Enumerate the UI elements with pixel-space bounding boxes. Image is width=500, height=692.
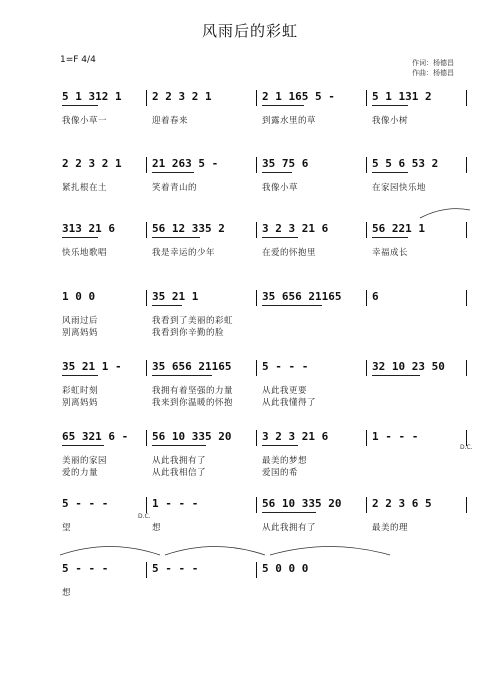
measure-notes: 2 2 3 2 1	[152, 90, 212, 103]
lyric-text: 在家园快乐地	[372, 183, 427, 193]
lyric-text: 紧扎根在土	[62, 183, 108, 193]
measure-notes: 5 1 131 2	[372, 90, 432, 103]
lyric-text: 到露水里的草	[262, 116, 317, 126]
measure-notes: 21 263 5 -	[152, 157, 219, 170]
measure-notes: 35 75 6	[262, 157, 309, 170]
measure-notes: 5 - - -	[62, 562, 109, 575]
measure-notes: 6	[372, 290, 379, 303]
measure-notes: 56 10 335 20	[152, 430, 232, 443]
lyric-text: 望	[62, 523, 72, 533]
measure-notes: 5 - - -	[262, 360, 309, 373]
lyric-text: 笑着青山的	[152, 183, 198, 193]
lyric-text: 在爱的怀抱里	[262, 248, 317, 258]
measure-notes: 35 656 21165	[262, 290, 342, 303]
lyric-text: 我看到了美丽的彩虹	[152, 316, 234, 326]
composer: 作曲：杨德昌	[412, 69, 454, 77]
measure-notes: 1 0 0	[62, 290, 96, 303]
measure-notes: 1 - - -	[372, 430, 419, 443]
measure-notes: 56 221 1	[372, 222, 425, 235]
measure-notes: 5 1 312 1	[62, 90, 122, 103]
lyric-text: 从此我相信了	[152, 468, 207, 478]
measure-notes: 5 - - -	[152, 562, 199, 575]
lyricist: 作词：杨德昌	[412, 59, 454, 67]
lyric-text: 从此我拥有了	[262, 523, 317, 533]
measure-notes: 65 321 6 -	[62, 430, 129, 443]
lyric-text: 我是幸运的少年	[152, 248, 216, 258]
lyric-text: 我像小树	[372, 116, 409, 126]
lyric-text: 想	[62, 588, 72, 598]
lyric-text: 彩虹时刻	[62, 386, 99, 396]
slur-curve	[60, 547, 160, 556]
measure-notes: 3 2 3 21 6	[262, 430, 329, 443]
lyric-text: 我像小草一	[62, 116, 108, 126]
lyric-text: 我看到你辛勤的脸	[152, 328, 225, 338]
measure-notes: 5 - - -	[62, 497, 109, 510]
measure-notes: 1 - - -	[152, 497, 199, 510]
lyric-text: 迎着春来	[152, 116, 189, 126]
measure-notes: 2 1 165 5 -	[262, 90, 335, 103]
measure-notes: 5 5 6 53 2	[372, 157, 439, 170]
measure-notes: 35 21 1 -	[62, 360, 122, 373]
measure-notes: 5 0 0 0	[262, 562, 309, 575]
lyric-text: 我来到你温暖的怀抱	[152, 398, 234, 408]
lyric-text: 最美的梦想	[262, 456, 308, 466]
lyric-text: 从此我懂得了	[262, 398, 317, 408]
key-signature: 1=F 4/4	[60, 55, 96, 65]
measure-notes: 3 2 3 21 6	[262, 222, 329, 235]
lyric-text: 别离妈妈	[62, 328, 99, 338]
lyric-text: 最美的理	[372, 523, 409, 533]
measure-notes: 32 10 23 50	[372, 360, 445, 373]
measure-notes: 35 656 21165	[152, 360, 232, 373]
lyric-text: 从此我拥有了	[152, 456, 207, 466]
slur-curve	[165, 547, 265, 556]
lyric-text: 别离妈妈	[62, 398, 99, 408]
slur-curve	[420, 209, 470, 218]
lyric-text: 风雨过后	[62, 316, 99, 326]
dc-mark: D.C.	[460, 444, 473, 451]
measure-notes: 313 21 6	[62, 222, 115, 235]
lyric-text: 我像小草	[262, 183, 299, 193]
measure-notes: 35 21 1	[152, 290, 199, 303]
measure-notes: 56 10 335 20	[262, 497, 342, 510]
measure-notes: 2 2 3 6 5	[372, 497, 432, 510]
song-title: 风雨后的彩虹	[201, 22, 298, 40]
lyric-text: 从此我更要	[262, 386, 308, 396]
lyric-text: 我拥有着坚强的力量	[152, 386, 234, 396]
lyric-text: 快乐地歌唱	[62, 248, 108, 258]
measure-notes: 56 12 335 2	[152, 222, 225, 235]
dc-mark: D.C.	[138, 513, 151, 520]
lyric-text: 想	[152, 523, 162, 533]
measure-notes: 2 2 3 2 1	[62, 157, 122, 170]
lyric-text: 爱国的希	[262, 468, 299, 478]
slur-curve	[270, 547, 390, 556]
lyric-text: 幸福成长	[372, 248, 409, 258]
lyric-text: 爱的力量	[62, 468, 99, 478]
lyric-text: 美丽的家园	[62, 456, 108, 466]
